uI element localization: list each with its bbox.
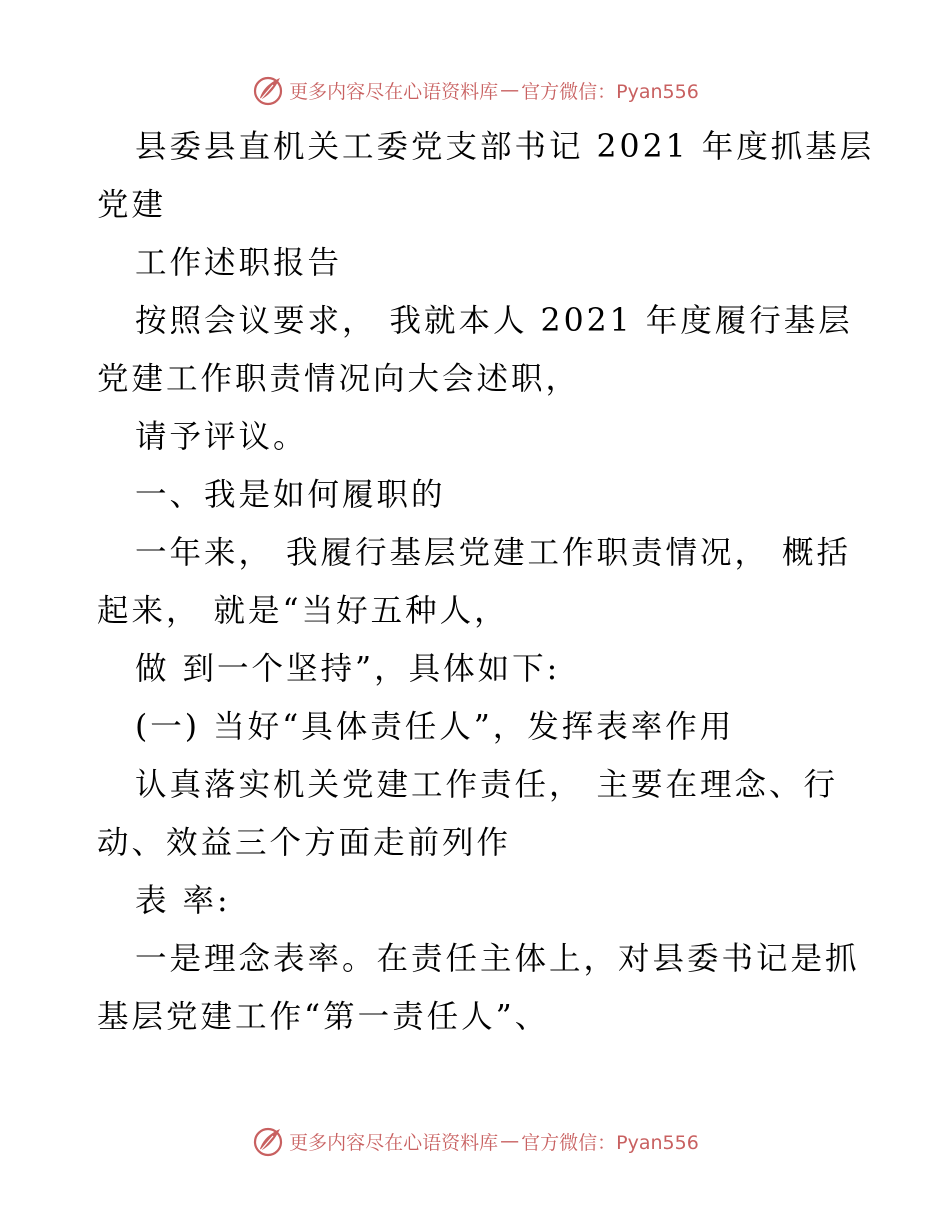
line-9: 起来， 就是“当好五种人， [97, 593, 509, 629]
line-4: 按照会议要求， 我就本人 2021 年度履行基层 [135, 303, 853, 339]
line-10: 做 到一个坚持”，具体如下: [135, 651, 561, 687]
document-body [97, 118, 875, 1046]
line-3: 工作述职报告 [135, 245, 343, 281]
line-16: 基层党建工作“第一责任人”、 [97, 999, 550, 1035]
banner-text: 更多内容尽在心语资料库 [289, 80, 499, 103]
banner-separator: — [500, 79, 520, 101]
line-7: 一、我是如何履职的 [135, 477, 446, 513]
banner-separator: — [500, 1130, 520, 1152]
line-11: (一) 当好“具体责任人”，发挥表率作用 [135, 709, 735, 745]
line-14: 表 率: [135, 883, 231, 919]
banner-text: 更多内容尽在心语资料库 [289, 1131, 499, 1154]
line-12: 认真落实机关党建工作责任， 主要在理念、行 [135, 767, 839, 803]
banner-contact: 官方微信：Pyan556 [521, 1131, 699, 1154]
line-1: 县委县直机关工委党支部书记 2021 年度抓基层 [135, 129, 875, 165]
line-15: 一是理念表率。在责任主体上，对县委书记是抓 [135, 941, 860, 977]
leaf-pen-logo-icon [251, 73, 285, 107]
header-watermark-banner [0, 70, 950, 110]
line-5: 党建工作职责情况向大会述职， [97, 361, 581, 397]
leaf-pen-logo-icon [251, 1124, 285, 1158]
footer-watermark-banner [0, 1121, 950, 1161]
line-8: 一年来， 我履行基层党建工作职责情况， 概括 [135, 535, 852, 571]
line-6: 请予评议。 [135, 419, 308, 455]
line-13: 动、效益三个方面走前列作 [97, 825, 512, 861]
line-2: 党建 [97, 187, 167, 223]
banner-contact: 官方微信：Pyan556 [521, 80, 699, 103]
